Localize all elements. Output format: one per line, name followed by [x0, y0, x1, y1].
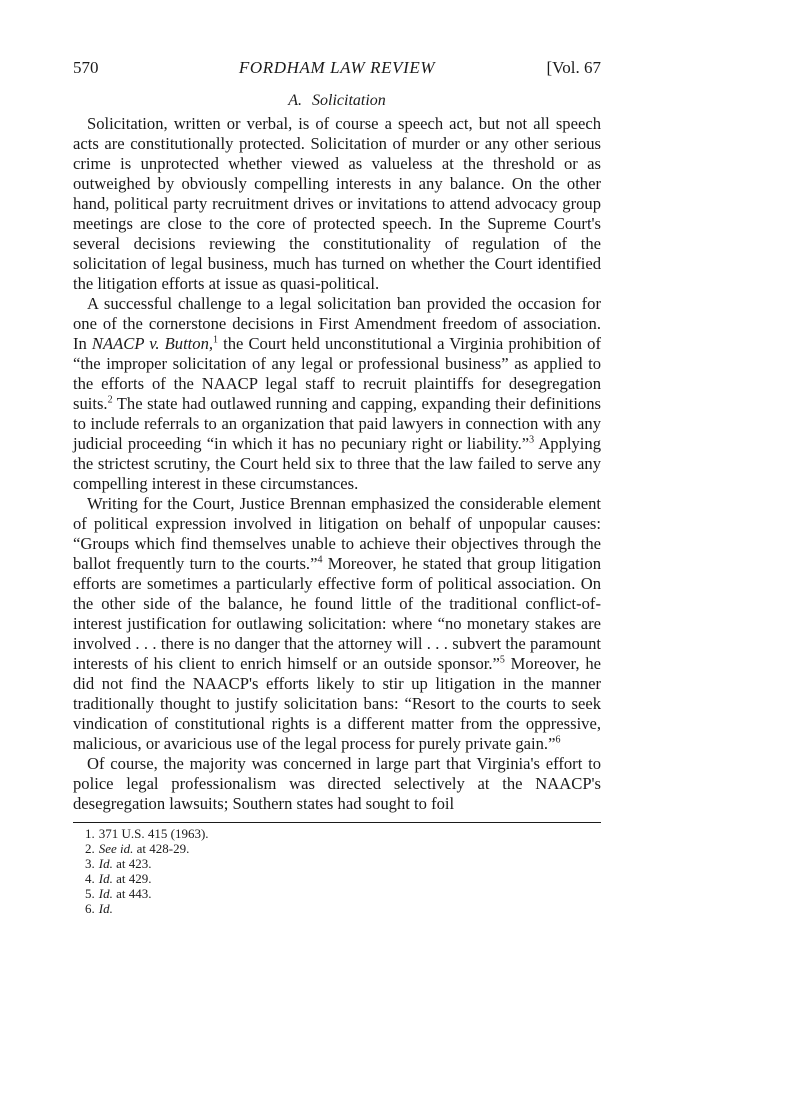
italic-run: Id.	[98, 901, 113, 916]
footnote	[73, 901, 601, 916]
footnote-number: 4.	[85, 871, 95, 886]
text-run: Applying the strictest scrutiny, the Court held six to three that the law failed to serve any compelling interest in these circumstances.	[73, 434, 601, 493]
paragraph	[73, 494, 601, 754]
paragraph	[73, 294, 601, 494]
footnote-text	[99, 856, 152, 871]
text-run: Writing for the Court, Justice Brennan emphasized the considerable element of political expression involved in litigation on behalf of unpopular causes: “Groups which find themselves unable to achieve their objectives through the ballot frequently turn to the courts.”	[73, 494, 601, 573]
footnote-reference: 1	[213, 334, 219, 346]
italic-run: Id.	[98, 886, 113, 901]
text-run: at 429.	[112, 871, 152, 886]
text-run: Of course, the majority was concerned in large part that Virginia's effort to police legal professionalism was directed selectively at the NAACP's desegregation lawsuits; Southern states had sought to foil	[73, 754, 601, 813]
text-run: Moreover, he did not find the NAACP's efforts likely to stir up litigation in the manner traditionally thought to justify solicitation bans: “Resort to the courts to seek vindication of constitutional rights is a different matter from the oppressive, malicious, or avaricious use of the legal process for purely private gain.”	[73, 654, 601, 753]
footnotes	[73, 826, 601, 916]
document-page	[73, 56, 601, 916]
footnote-number: 3.	[85, 856, 95, 871]
volume-label: [Vol. 67	[546, 58, 601, 77]
footnote-number: 5.	[85, 886, 95, 901]
footnote-reference: 6	[555, 734, 561, 746]
footnote-reference: 2	[107, 394, 113, 406]
footnote-divider	[73, 822, 601, 823]
body-text	[73, 114, 601, 814]
text-run: at 423.	[112, 856, 152, 871]
italic-run: Id.	[98, 856, 113, 871]
section-heading	[73, 90, 601, 112]
text-run: Moreover, he stated that group litigation efforts are sometimes a particularly effective form of political association. On the other side of the balance, he found little of the traditional conflict-of-interest justification for outlawing solicitation: where “no monetary stakes are involved . . . there is no danger that the attorney will . . . subvert the paramount interests of his client to enrich himself or an outside sponsor.”	[73, 554, 601, 673]
section-letter: A.	[288, 92, 302, 109]
text-run: at 428-29.	[133, 841, 190, 856]
paragraph	[73, 114, 601, 294]
paragraph	[73, 754, 601, 814]
footnote-number: 2.	[85, 841, 95, 856]
italic-run: NAACP v. Button,	[91, 334, 214, 353]
footnote-number: 1.	[85, 826, 95, 841]
footnote-number: 6.	[85, 901, 95, 916]
footnote	[73, 841, 601, 856]
italic-run: See id.	[98, 841, 134, 856]
text-run: A successful challenge to a legal solicitation ban provided the occasion for one of the cornerstone decisions in First Amendment freedom of association. In	[73, 294, 601, 353]
text-run: The state had outlawed running and capping, expanding their definitions to include referrals to an organization that paid lawyers in connection with any judicial proceeding “in which it has no pecuniary right or liability.”	[73, 394, 601, 453]
footnote-text	[99, 841, 190, 856]
footnote	[73, 826, 601, 841]
footnote	[73, 886, 601, 901]
text-run: at 443.	[112, 886, 152, 901]
text-run: 371 U.S. 415 (1963).	[98, 826, 209, 841]
footnote-text	[99, 826, 209, 841]
footnote-text	[99, 871, 152, 886]
page-number: 570	[73, 58, 99, 77]
footnote	[73, 856, 601, 871]
footnote-reference: 3	[529, 434, 535, 446]
text-run: Solicitation, written or verbal, is of course a speech act, but not all speech acts are constitutionally protected. Solicitation of murder or any other serious crime is unprotected whether viewed as valueless at the threshold or as outweighed by obviously compelling interests in any balance. On the other hand, political party recruitment drives or invitations to attend advocacy group meetings are close to the core of protected speech. In the Supreme Court's several decisions reviewing the constitutionality of regulation of the solicitation of legal business, much has turned on whether the Court identified the litigation efforts at issue as quasi-political.	[73, 114, 601, 293]
footnote-text	[99, 886, 152, 901]
running-head	[73, 56, 601, 80]
footnote-reference: 5	[499, 654, 505, 666]
journal-title: FORDHAM LAW REVIEW	[238, 58, 436, 77]
text-run: the Court held unconstitutional a Virginia prohibition of “the improper solicitation of any legal or professional business” as applied to the efforts of the NAACP legal staff to recruit plaintiffs for desegregation suits.	[73, 334, 601, 413]
footnote-reference: 4	[317, 554, 323, 566]
footnote-text	[99, 901, 113, 916]
footnote	[73, 871, 601, 886]
section-title: Solicitation	[312, 92, 386, 109]
italic-run: Id.	[98, 871, 113, 886]
